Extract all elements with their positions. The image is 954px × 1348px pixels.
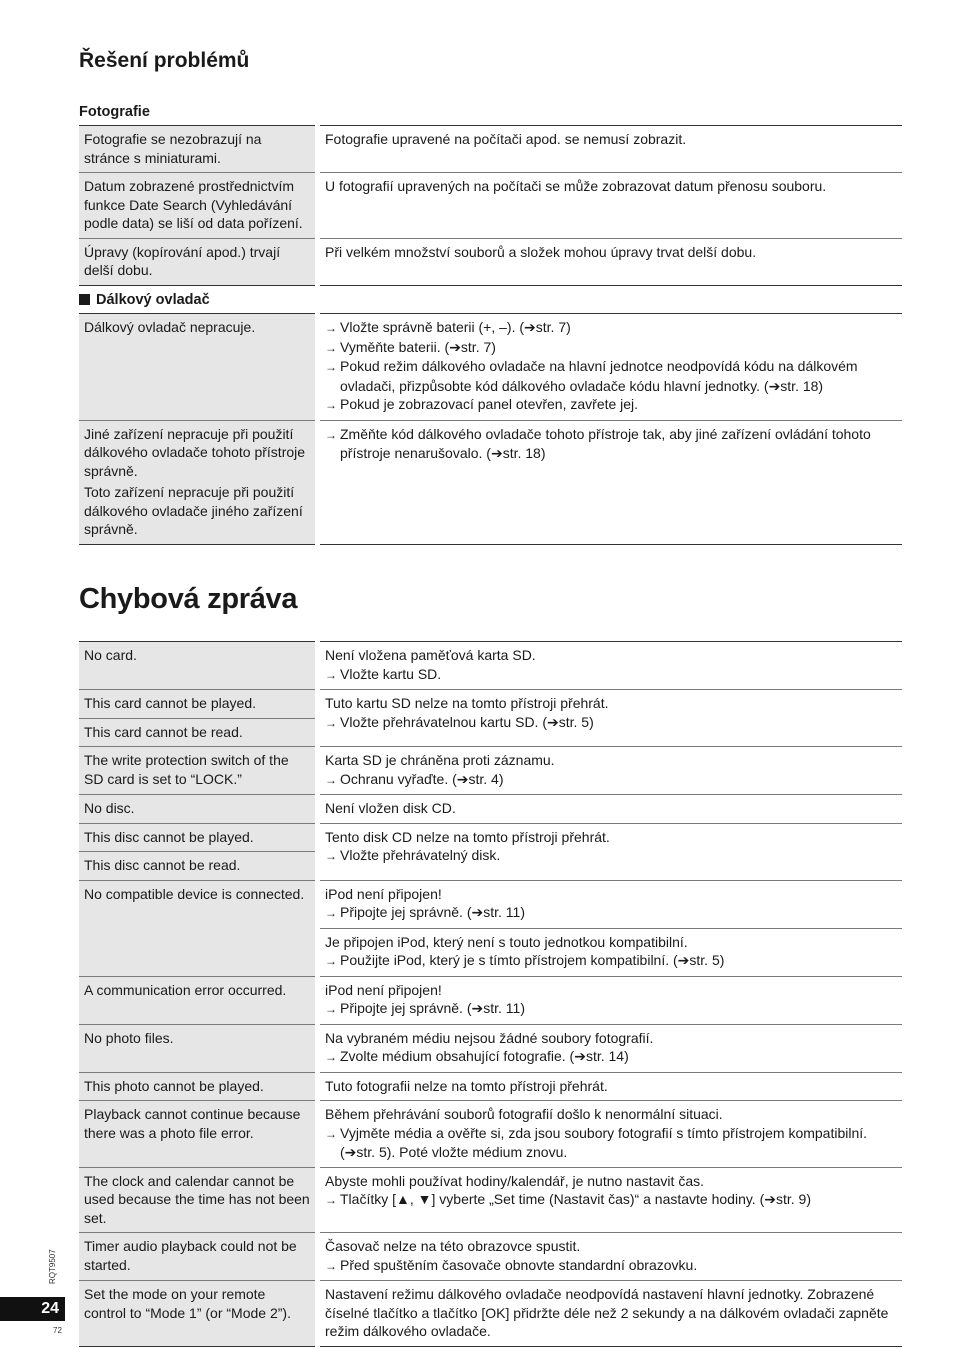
solution-step: → Vložte přehrávatelnou kartu SD. (➔str. 5): [325, 713, 897, 733]
solution-step: → Pokud režim dálkového ovladače na hlavní jednotce neodpovídá kódu na dálkovém ovladači, přizpůsobte kód dálkového ovladače kódu hlavní jednotky. (➔str. 18): [325, 357, 897, 395]
solution-cell: [318, 1233, 903, 1281]
solution-cell: [318, 642, 903, 690]
problem-cell: [79, 238, 318, 285]
solution-cell: [318, 795, 903, 824]
solution-step: → Použijte iPod, který je s tímto přístrojem kompatibilní. (➔str. 5): [325, 951, 897, 971]
table-row: [79, 1233, 902, 1281]
solution-cell: [318, 314, 903, 421]
solution-cell: [318, 690, 903, 747]
table-row: [79, 795, 902, 824]
problem-cell: Playback cannot continue because there was a photo file error.: [79, 1101, 318, 1168]
solution-cell: [318, 1167, 903, 1233]
problem-cell: A communication error occurred.: [79, 976, 318, 1024]
solution-text: Časovač nelze na této obrazovce spustit.: [325, 1238, 581, 1254]
solution-step: → Změňte kód dálkového ovladače tohoto přístroje tak, aby jiné zařízení ovládání tohoto přístroje nenarušovalo. (➔str. 18): [325, 425, 897, 463]
problem-text: Datum zobrazené prostřednictvím funkce Date Search (Vyhledávání podle data) se liší od data pořízení.: [84, 178, 303, 231]
solution-text: Při velkém množství souborů a složek mohou úpravy trvat delší dobu.: [325, 243, 757, 260]
table-row: [79, 314, 902, 421]
problem-cell: Timer audio playback could not be started.: [79, 1233, 318, 1281]
table-row: [79, 126, 902, 173]
solution-cell: [318, 823, 903, 880]
problem-text: Toto zařízení nepracuje při použití dálkového ovladače jiného zařízení správně.: [84, 484, 303, 537]
table-row: [79, 1024, 902, 1072]
problem-text: Jiné zařízení nepracuje při použití dálkového ovladače tohoto přístroje správně.: [84, 425, 306, 479]
solution-step: → Pokud je zobrazovací panel otevřen, zavřete jej.: [325, 395, 897, 415]
solution-step: → Před spuštěním časovače obnovte standardní obrazovku.: [325, 1256, 897, 1276]
solution-text: Tuto fotografii nelze na tomto přístroji přehrát.: [325, 1077, 608, 1094]
solution-text: Abyste mohli používat hodiny/kalendář, je nutno nastavit čas.: [325, 1172, 704, 1189]
solution-cell: [318, 173, 903, 239]
section-title-error-messages: Chybová zpráva: [79, 583, 298, 615]
problem-cell: This card cannot be played.: [79, 690, 318, 719]
subsection-heading-remote: [79, 292, 210, 308]
table-row: [79, 642, 902, 690]
solution-text: Tuto kartu SD nelze na tomto přístroji přehrát.: [325, 695, 609, 711]
problem-cell: [79, 314, 318, 421]
solution-text: iPod není připojen!: [325, 981, 442, 998]
problem-cell: [79, 126, 318, 173]
solution-cell: [318, 928, 903, 976]
solution-cell: [318, 976, 903, 1024]
table-row: [79, 690, 902, 719]
problem-cell: [79, 173, 318, 239]
solution-text: Není vložen disk CD.: [325, 800, 456, 816]
sub-page-number: 72: [53, 1326, 62, 1335]
table-row: [79, 1072, 902, 1101]
problem-cell: This photo cannot be played.: [79, 1072, 318, 1101]
problem-text: Úpravy (kopírování apod.) trvají delší dobu.: [84, 243, 281, 278]
solution-step: → Vložte správně baterii (+, –). (➔str. 7): [325, 318, 897, 338]
solution-text: U fotografií upravených na počítači se může zobrazovat datum přenosu souboru.: [325, 178, 827, 194]
solution-step: → Připojte jej správně. (➔str. 11): [325, 903, 897, 923]
solution-step: → Připojte jej správně. (➔str. 11): [325, 999, 897, 1019]
error-messages-table: [79, 641, 902, 1347]
solution-text: Není vložena paměťová karta SD.: [325, 647, 536, 663]
solution-step: → Zvolte médium obsahující fotografie. (➔str. 14): [325, 1047, 897, 1067]
solution-step: → Vložte přehrávatelný disk.: [325, 846, 897, 866]
table-row: [79, 173, 902, 239]
table-row: [79, 747, 902, 795]
solution-cell: [318, 1024, 903, 1072]
section-title-troubleshooting: Řešení problémů: [79, 49, 250, 72]
table-row: [79, 823, 902, 852]
solution-text: Nastavení režimu dálkového ovladače neodpovídá nastavení hlavní jednotky. Zobrazené číselné tlačítko a tlačítko [OK] přidržte déle než 2 sekundy a na dálkovém ovladači zapněte režim dálkového ovladače.: [325, 1286, 889, 1339]
problem-cell: This card cannot be read.: [79, 718, 318, 747]
solution-step: → Ochranu vyřaďte. (➔str. 4): [325, 770, 897, 790]
solution-text: Tento disk CD nelze na tomto přístroji přehrát.: [325, 828, 610, 845]
problem-cell: Set the mode on your remote control to “Mode 1” (or “Mode 2”).: [79, 1281, 318, 1347]
solution-cell: [318, 1072, 903, 1101]
table-row: [79, 880, 902, 928]
table-row: [79, 1281, 902, 1347]
solution-cell: [318, 238, 903, 285]
page-number: 24: [0, 1297, 65, 1321]
table-row: [79, 238, 902, 285]
remote-heading-label: Dálkový ovladač: [96, 292, 210, 308]
problem-cell: No card.: [79, 642, 318, 690]
table-row: [79, 1101, 902, 1168]
problem-cell: This disc cannot be read.: [79, 852, 318, 881]
solution-step: → Vyjměte média a ověřte si, zda jsou soubory fotografií s tímto přístrojem kompatibilní. (➔str. 5). Poté vložte médium znovu.: [325, 1124, 897, 1162]
problem-text: Fotografie se nezobrazují na stránce s miniaturami.: [84, 131, 262, 166]
problem-cell: No compatible device is connected.: [79, 880, 318, 976]
solution-cell: [318, 1281, 903, 1347]
solution-step: → Vložte kartu SD.: [325, 665, 897, 685]
document-code: RQT9507: [48, 1249, 57, 1284]
solution-step: → Vyměňte baterii. (➔str. 7): [325, 338, 897, 358]
problem-cell: [79, 420, 318, 544]
table-row: [79, 976, 902, 1024]
remote-table: [79, 313, 902, 545]
problem-cell: No photo files.: [79, 1024, 318, 1072]
problem-text: Dálkový ovladač nepracuje.: [84, 319, 256, 335]
photos-table: [79, 125, 902, 286]
solution-text: Fotografie upravené na počítači apod. se nemusí zobrazit.: [325, 131, 687, 147]
problem-cell: The write protection switch of the SD card is set to “LOCK.”: [79, 747, 318, 795]
solution-step: → Tlačítky [▲, ▼] vyberte „Set time (Nastavit čas)“ a nastavte hodiny. (➔str. 9): [325, 1190, 897, 1210]
solution-text: Je připojen iPod, který není s touto jednotkou kompatibilní.: [325, 933, 688, 950]
solution-text: Během přehrávání souborů fotografií došlo k nenormální situaci.: [325, 1106, 723, 1122]
table-row: [79, 420, 902, 544]
solution-text: Na vybraném médiu nejsou žádné soubory fotografií.: [325, 1029, 654, 1046]
problem-cell: The clock and calendar cannot be used because the time has not been set.: [79, 1167, 318, 1233]
solution-cell: [318, 747, 903, 795]
subsection-heading-photos: Fotografie: [79, 104, 150, 120]
solution-cell: [318, 126, 903, 173]
square-bullet-icon: [79, 294, 90, 305]
solution-cell: [318, 1101, 903, 1168]
problem-cell: This disc cannot be played.: [79, 823, 318, 852]
solution-cell: [318, 880, 903, 928]
problem-cell: No disc.: [79, 795, 318, 824]
solution-text: iPod není připojen!: [325, 885, 442, 902]
table-row: [79, 1167, 902, 1233]
solution-cell: [318, 420, 903, 544]
solution-text: Karta SD je chráněna proti záznamu.: [325, 752, 555, 768]
